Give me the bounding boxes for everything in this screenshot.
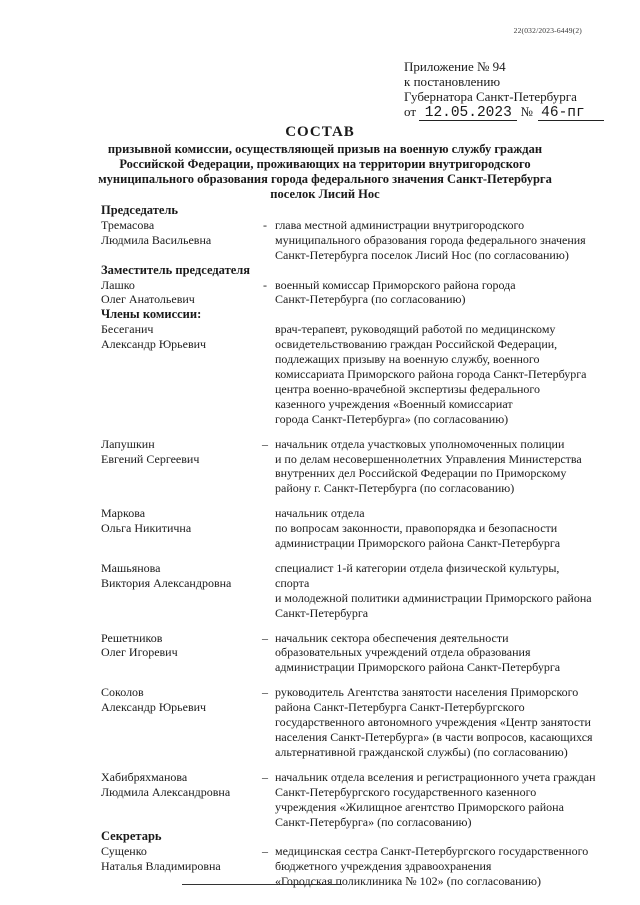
document-subtitle: призывной комиссии, осуществляющей призыв на военную службу граждан Российской Федерации, проживающих на территории внутригородского муниципального образования города федерального значения Санкт-Петербурга поселок Лисий Нос	[98, 142, 552, 201]
member-name	[101, 437, 255, 467]
member-role	[275, 278, 611, 308]
member-row	[101, 506, 611, 551]
member-name-line: Сущенко	[101, 844, 147, 859]
member-role-line: подлежащих призыву на военную службу, военного	[275, 352, 540, 367]
member-row	[101, 770, 611, 830]
member-role-line: учреждения «Жилищное агентство Приморского района	[275, 799, 564, 814]
member-role	[275, 437, 611, 497]
member-role-line: муниципального образования города федерального значения	[275, 232, 586, 247]
member-role-line: начальник отдела вселения и регистрационного учета граждан	[275, 769, 596, 784]
member-role-line: района Санкт-Петербурга Санкт-Петербургского	[275, 700, 525, 715]
member-role-line: специалист 1-й категории отдела физической культуры,	[275, 560, 560, 575]
member-role-line: начальник отдела	[275, 506, 365, 521]
member-name-line: Бесеганич	[101, 322, 154, 337]
date-prefix: от	[404, 104, 417, 119]
member-role-line: врач-терапевт, руководящий работой по медицинскому	[275, 322, 556, 337]
member-name	[101, 506, 255, 536]
member-name	[101, 278, 255, 308]
member-role	[275, 685, 611, 760]
member-role-line: Санкт-Петербурга (по согласованию)	[275, 292, 466, 307]
member-role-line: Санкт-Петербурга» (по согласованию)	[275, 814, 472, 829]
member-role-line: району г. Санкт-Петербурга (по согласованию)	[275, 481, 515, 496]
member-role-line: центра военно-врачебной экспертизы федерального	[275, 381, 540, 396]
member-name-line: Лапушкин	[101, 436, 155, 451]
member-name-line: Александр Юрьевич	[101, 337, 207, 352]
member-name-line: Александр Юрьевич	[101, 700, 207, 715]
member-dash: –	[262, 630, 268, 645]
member-row	[101, 322, 611, 426]
member-name-line: Евгений Сергеевич	[101, 451, 200, 466]
member-dash: -	[263, 277, 267, 292]
member-role-line: «Городская поликлиника № 102» (по согласованию)	[275, 874, 541, 889]
member-role-line: администрации Приморского района Санкт-Петербурга	[275, 660, 561, 675]
decree-date: 12.05.2023	[419, 106, 517, 121]
member-name	[101, 561, 255, 591]
member-role-line: альтернативной гражданской службы) (по согласованию)	[275, 744, 568, 759]
member-role	[275, 506, 611, 551]
member-role	[275, 631, 611, 676]
member-name-line: Решетников	[101, 630, 163, 645]
member-role-line: населения Санкт-Петербурга» (в части вопросов, касающихся	[275, 730, 593, 744]
secretary-list	[101, 844, 611, 889]
member-dash: –	[262, 685, 268, 700]
appendix-date-line	[404, 104, 624, 121]
member-role-line: и молодежной политики администрации Приморского района	[275, 590, 592, 605]
member-dash: –	[262, 769, 268, 784]
row-gap	[101, 496, 611, 506]
member-role-line: государственного автономного учреждения «Центр занятости	[275, 715, 591, 730]
member-name	[101, 770, 255, 800]
member-role	[275, 322, 611, 426]
member-row	[101, 631, 611, 676]
appendix-block	[404, 59, 624, 121]
members-list	[101, 322, 611, 829]
member-dash: –	[262, 844, 268, 859]
member-name-line: Хабибряхманова	[101, 769, 188, 784]
deputy-list	[101, 278, 611, 308]
member-role	[275, 770, 611, 830]
member-role-line: руководитель Агентства занятости населения Приморского	[275, 685, 579, 700]
member-name-line: Лашко	[101, 277, 135, 292]
member-name-line: Соколов	[101, 685, 144, 700]
member-role-line: по вопросам законности, правопорядка и безопасности	[275, 521, 558, 536]
member-role-line: казенного учреждения «Военный комиссариат	[275, 396, 513, 411]
document-title: СОСТАВ	[285, 124, 355, 140]
row-gap	[101, 675, 611, 685]
document-number: 22(032/2023-6449(2)	[513, 26, 582, 35]
member-name-line: Виктория Александровна	[101, 575, 232, 590]
member-name-line: Тремасова	[101, 217, 155, 232]
member-row	[101, 278, 611, 308]
member-role-line: Санкт-Петербурга	[275, 605, 369, 620]
section-heading-chair: Председатель	[101, 203, 179, 217]
row-gap	[101, 760, 611, 770]
appendix-authority: Губернатора Санкт-Петербурга	[404, 89, 577, 104]
member-role-line: спорта	[275, 575, 310, 590]
section-heading-members: Члены комиссии:	[101, 307, 202, 322]
appendix-ref: к постановлению	[404, 74, 501, 89]
member-name-line: Олег Анатольевич	[101, 292, 195, 307]
decree-number: 46-пг	[538, 106, 604, 121]
row-gap	[101, 427, 611, 437]
member-dash: -	[263, 217, 267, 232]
appendix-number: Приложение № 94	[404, 59, 506, 74]
member-role-line: военный комиссар Приморского района города	[275, 277, 516, 292]
section-heading-secretary: Секретарь	[101, 829, 162, 844]
member-row	[101, 685, 611, 760]
member-dash: –	[262, 436, 268, 451]
member-name-line: Олег Игоревич	[101, 645, 178, 660]
member-role-line: внутренних дел Российской Федерации по Приморскому	[275, 466, 567, 481]
member-name-line: Людмила Александровна	[101, 784, 231, 799]
member-role-line: бюджетного учреждения здравоохранения	[275, 859, 492, 874]
member-role-line: медицинская сестра Санкт-Петербургского государственного	[275, 844, 589, 859]
member-role-line: администрации Приморского района Санкт-Петербурга	[275, 536, 561, 551]
member-name	[101, 685, 255, 715]
member-role-line: глава местной администрации внутригородского	[275, 217, 525, 232]
member-role-line: Санкт-Петербургского государственного казенного	[275, 784, 537, 799]
row-gap	[101, 551, 611, 561]
member-name	[101, 844, 255, 874]
member-name-line: Людмила Васильевна	[101, 232, 212, 247]
member-role-line: Санкт-Петербурга поселок Лисий Нос (по согласованию)	[275, 247, 569, 262]
section-heading-deputy: Заместитель председателя	[101, 262, 251, 277]
member-name-line: Маркова	[101, 506, 146, 521]
member-name-line: Ольга Никитична	[101, 521, 192, 536]
member-role-line: комиссариата Приморского района города Санкт-Петербурга	[275, 366, 587, 381]
member-row	[101, 218, 611, 263]
member-role-line: освидетельствованию граждан Российской Федерации,	[275, 337, 558, 352]
member-row	[101, 437, 611, 497]
number-prefix: №	[520, 104, 533, 119]
member-role-line: начальник отдела участковых уполномоченных полиции	[275, 436, 565, 451]
member-role	[275, 218, 611, 263]
footer-rule	[182, 884, 342, 885]
member-role-line: начальник сектора обеспечения деятельности	[275, 630, 509, 645]
commission-list	[101, 203, 611, 889]
member-name	[101, 631, 255, 661]
member-role-line: образовательных учреждений отдела образования	[275, 645, 531, 660]
member-role-line: и по делам несовершеннолетних Управления Министерства	[275, 451, 582, 466]
row-gap	[101, 621, 611, 631]
member-name	[101, 322, 255, 352]
member-row	[101, 844, 611, 889]
member-role-line: города Санкт-Петербурга» (по согласованию)	[275, 411, 509, 426]
member-row	[101, 561, 611, 621]
member-role	[275, 561, 611, 621]
member-name-line: Наталья Владимировна	[101, 859, 221, 874]
member-name-line: Машьянова	[101, 560, 161, 575]
chair-list	[101, 218, 611, 263]
member-role	[275, 844, 611, 889]
member-name	[101, 218, 255, 248]
